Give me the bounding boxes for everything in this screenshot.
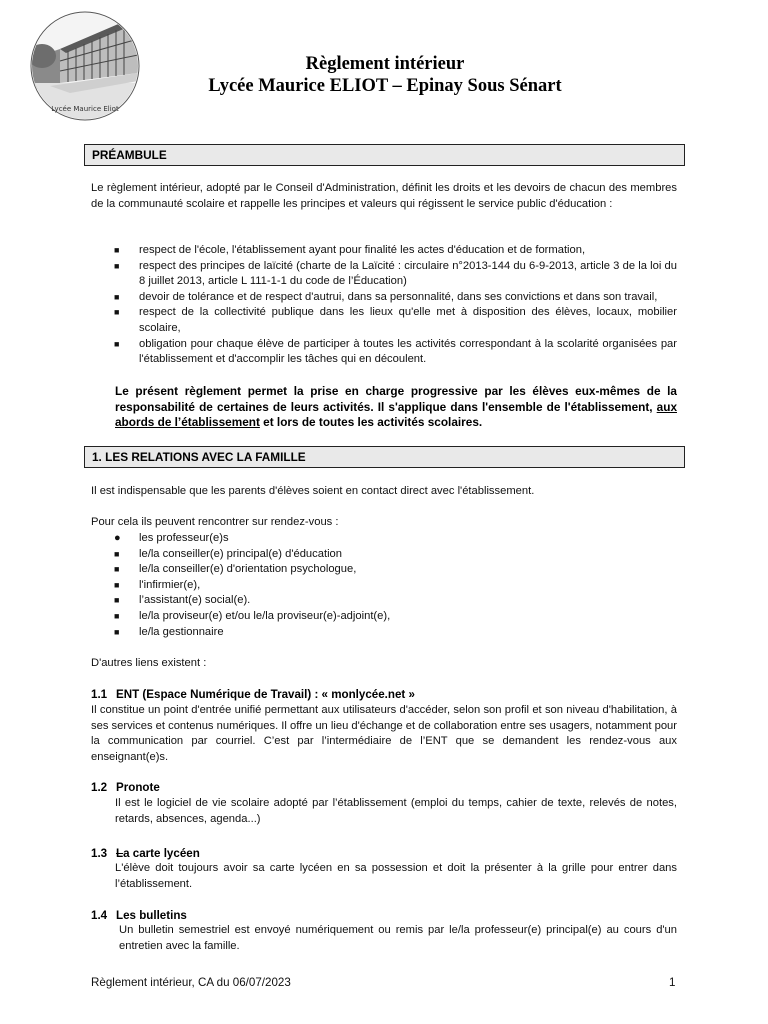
bulletins-description: Un bulletin semestriel est envoyé numériquement ou remis par le/la professeur(e) principal(e) au cours d'un entretien avec la famille.: [119, 924, 677, 952]
preambule-scope-statement: Le présent règlement permet la prise en charge progressive par les élèves eux-mêmes de la responsabilité de certaines de leurs activités. Il s'applique dans l'ensemble de l'établissement, aux abords de l’établissement et lors de toutes les activités scolaires.: [115, 384, 677, 430]
section1-paragraph: D'autres liens existent :: [91, 657, 207, 669]
square-bullet-icon: ■: [114, 245, 120, 255]
list-item: ■ le/la proviseur(e) et/ou le/la proviseur(e)-adjoint(e),: [91, 609, 677, 625]
document-subtitle: Lycée Maurice ELIOT – Epinay Sous Sénart: [208, 76, 562, 96]
subsection-heading-bulletins: 1.4 Les bulletins: [91, 909, 187, 922]
square-bullet-icon: ■: [114, 307, 120, 318]
preambule-intro: Le règlement intérieur, adopté par le Conseil d'Administration, définit les droits et les devoirs de chacun des membres de la communauté scolaire et rappelle les principes et valeurs qui régissent le service public d'éducation :: [91, 182, 677, 210]
section1-paragraph: Pour cela ils peuvent rencontrer sur rendez-vous :: [91, 516, 339, 528]
square-bullet-icon: ■: [114, 548, 120, 559]
carte-description: L'élève doit toujours avoir sa carte lycéen en sa possession et doit la présenter à la grille pour entrer dans l’établissement.: [115, 862, 677, 890]
list-item: ■ respect de l'école, l'établissement ayant pour finalité les actes d'éducation et de formation,: [91, 243, 677, 259]
list-item: ■ respect de la collectivité publique dans les lieux qu'elle met à disposition des élèves, locaux, mobilier scolaire,: [114, 306, 677, 334]
page-number: 1: [669, 976, 676, 989]
section-heading-relations-famille: 1. LES RELATIONS AVEC LA FAMILLE: [84, 446, 685, 468]
dot-bullet-icon: ●: [114, 532, 121, 544]
footer-document-info: Règlement intérieur, CA du 06/07/2023: [91, 976, 291, 989]
square-bullet-icon: ■: [114, 579, 120, 590]
list-item: ■ devoir de tolérance et de respect d'autrui, dans sa personnalité, dans ses convictions et dans son travail,: [91, 290, 677, 306]
square-bullet-icon: ■: [114, 564, 120, 575]
ent-description: Il constitue un point d'entrée unifié permettant aux utilisateurs d'accéder, selon son profil et son niveau d'habilitation, à ses services et contenus numériques. Il offre un lieu d'échange et de collaboration entre ses usagers, notamment pour la communication par courriel. C’est par l’intermédiaire de l’ENT que se demandent les rendez-vous aux enseignant(e)s.: [91, 704, 677, 763]
list-item: ■ respect des principes de laïcité (charte de la Laïcité : circulaire n°2013-144 du 6-9-2013, article 3 de la loi du 8 juillet 2013, article L 111-1-1 du code de l’Éducation): [114, 259, 677, 288]
list-item: ■ le/la conseiller(e) principal(e) d'éducation: [91, 547, 677, 563]
svg-text:Lycée Maurice Eliot: Lycée Maurice Eliot: [51, 105, 119, 113]
list-item: ■ obligation pour chaque élève de participer à toutes les activités correspondant à la scolarité organisées par l'établissement et d'accomplir les tâches qui en découlent.: [114, 337, 677, 366]
square-bullet-icon: ■: [114, 291, 120, 302]
list-item: ■ le/la conseiller(e) d'orientation psychologue,: [91, 562, 677, 578]
list-item: ■ l'infirmier(e),: [91, 578, 677, 594]
school-building-icon: [30, 11, 140, 121]
square-bullet-icon: ■: [114, 338, 120, 349]
pronote-description: Il est le logiciel de vie scolaire adopté par l’établissement (emploi du temps, cahier de texte, relevés de notes, retards, absences, agenda...): [115, 797, 677, 825]
school-logo: [30, 11, 140, 121]
square-bullet-icon: ■: [114, 260, 120, 271]
list-item: ● les professeur(e)s: [91, 531, 677, 547]
square-bullet-icon: ■: [114, 610, 120, 621]
contacts-list: [91, 531, 677, 640]
section1-paragraph: Il est indispensable que les parents d'élèves soient en contact direct avec l'établissement.: [91, 485, 535, 497]
list-item: ■ l’assistant(e) social(e).: [91, 593, 677, 609]
square-bullet-icon: ■: [114, 595, 120, 606]
subsection-heading-ent: 1.1 ENT (Espace Numérique de Travail) : « monlycée.net »: [91, 688, 415, 701]
subsection-heading-carte: 1.3 La carte lycéen: [91, 847, 200, 860]
list-item: ■ le/la gestionnaire: [91, 625, 677, 641]
square-bullet-icon: ■: [114, 626, 120, 637]
subsection-heading-pronote: 1.2 Pronote: [91, 781, 160, 794]
section-heading-preambule: PRÉAMBULE: [84, 144, 685, 166]
preambule-bullet-list: [91, 243, 677, 368]
document-title: Règlement intérieur: [305, 54, 465, 74]
